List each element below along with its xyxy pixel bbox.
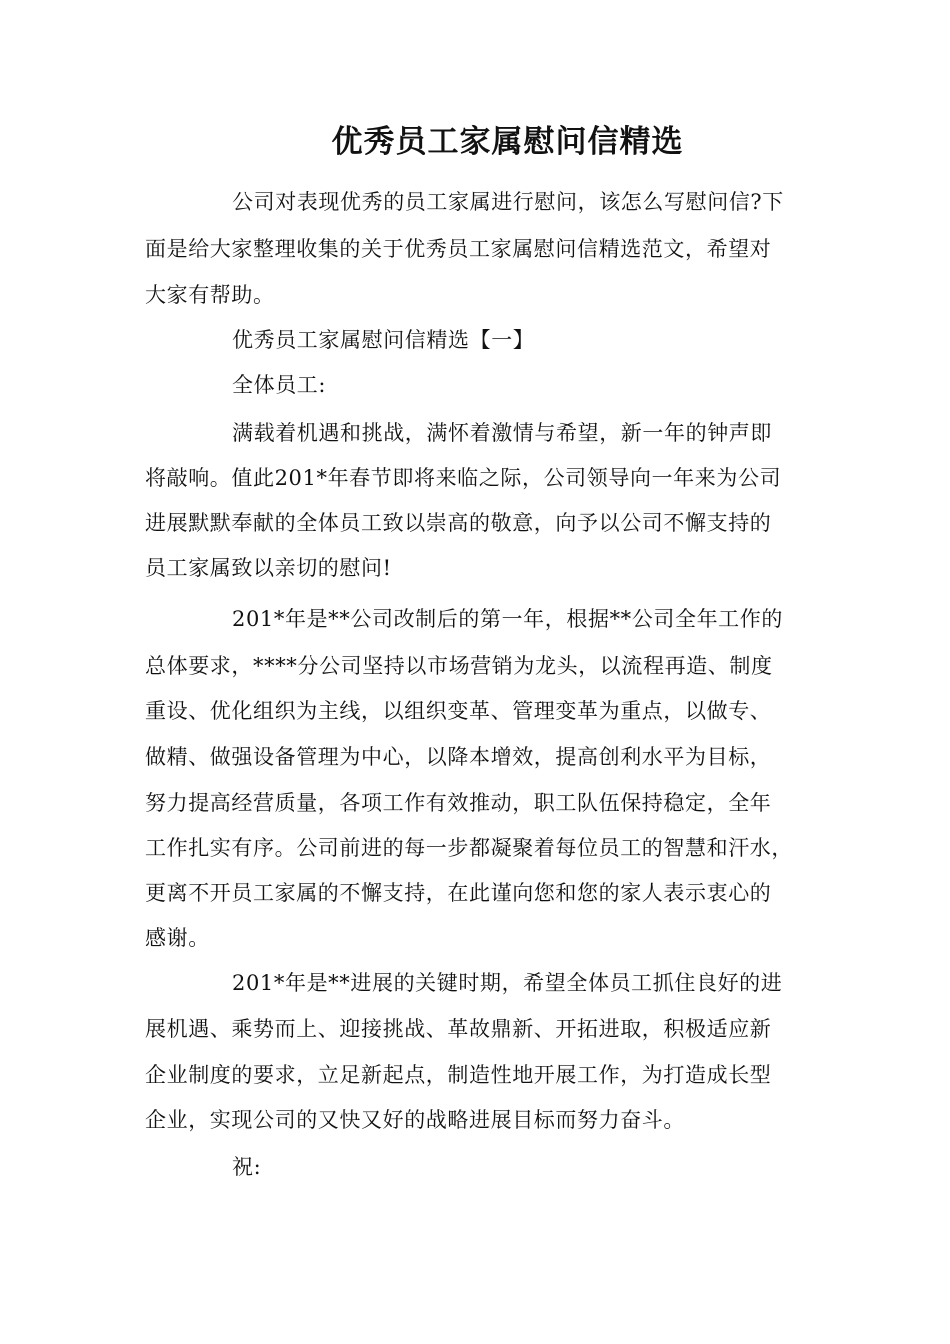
document-title: 优秀员工家属慰问信精选 (331, 124, 684, 160)
paragraph-2-line-7: 更离不开员工家属的不懈支持，在此谨向您和您的家人表示衷心的 (145, 881, 772, 905)
paragraph-1-line-1: 满载着机遇和挑战，满怀着激情与希望，新一年的钟声即 (232, 421, 772, 445)
paragraph-1-line-3: 进展默默奉献的全体员工致以崇高的敬意，向予以公司不懈支持的 (145, 511, 772, 535)
paragraph-3-line-3: 企业制度的要求，立足新起点，制造性地开展工作，为打造成长型 (145, 1063, 772, 1087)
paragraph-2-line-2: 总体要求，****分公司坚持以市场营销为龙头，以流程再造、制度 (145, 654, 773, 678)
paragraph-1-line-2: 将敲响。值此201*年春节即将来临之际，公司领导向一年来为公司 (145, 466, 782, 490)
closing-wish: 祝: (232, 1155, 262, 1179)
intro-line-3: 大家有帮助。 (145, 283, 275, 307)
paragraph-3-line-2: 展机遇、乘势而上、迎接挑战、革故鼎新、开拓进取，积极适应新 (145, 1017, 772, 1041)
paragraph-2-line-5: 努力提高经营质量，各项工作有效推动，职工队伍保持稳定，全年 (145, 791, 772, 815)
salutation: 全体员工: (232, 373, 327, 397)
paragraph-2-line-1: 201*年是**公司改制后的第一年，根据**公司全年工作的 (232, 607, 783, 631)
paragraph-1-line-4: 员工家属致以亲切的慰问! (145, 556, 392, 580)
paragraph-2-line-8: 感谢。 (145, 926, 210, 950)
paragraph-3-line-1: 201*年是**进展的关键时期，希望全体员工抓住良好的进 (232, 971, 783, 995)
paragraph-2-line-3: 重设、优化组织为主线，以组织变革、管理变革为重点，以做专、 (145, 699, 772, 723)
paragraph-3-line-4: 企业，实现公司的又快又好的战略进展目标而努力奋斗。 (145, 1108, 685, 1132)
intro-line-1: 公司对表现优秀的员工家属进行慰问，该怎么写慰问信?下 (232, 190, 784, 214)
paragraph-2-line-6: 工作扎实有序。公司前进的每一步都凝聚着每位员工的智慧和汗水， (145, 836, 793, 860)
section-heading: 优秀员工家属慰问信精选【一】 (232, 328, 535, 352)
intro-line-2: 面是给大家整理收集的关于优秀员工家属慰问信精选范文，希望对 (145, 237, 772, 261)
paragraph-2-line-4: 做精、做强设备管理为中心，以降本增效，提高创利水平为目标， (145, 745, 772, 769)
